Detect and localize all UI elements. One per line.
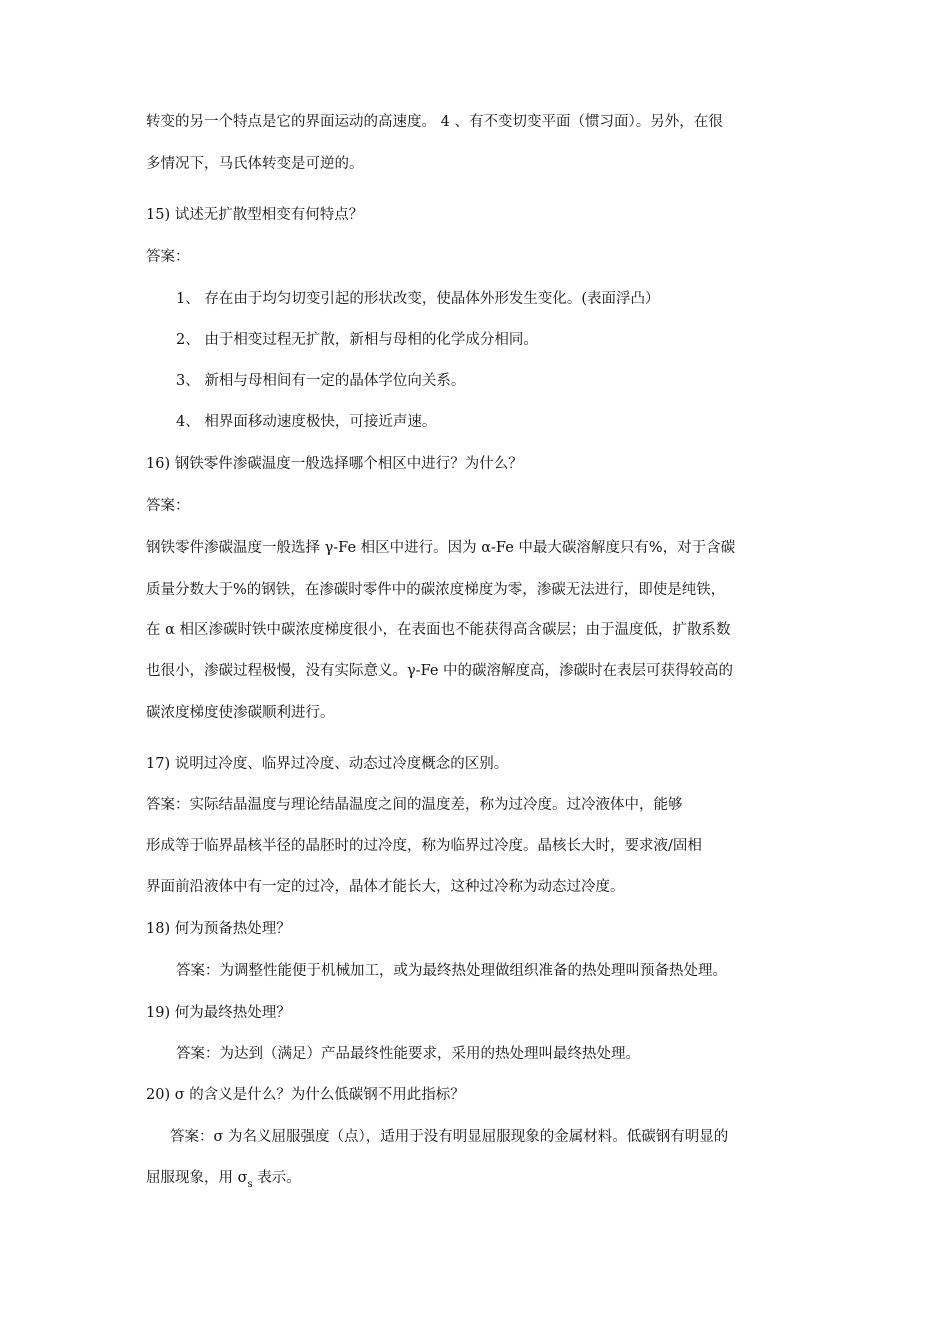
- answer-label: 答案：: [146, 249, 190, 265]
- question-20: 20) σ 的含义是什么？为什么低碳钢不用此指标？: [146, 1087, 465, 1103]
- answer-text: 在 α 相区渗碳时铁中碳浓度梯度很小，在表面也不能获得高含碳层；由于温度低，扩散系数: [146, 622, 731, 638]
- question-17: 17) 说明过冷度、临界过冷度、动态过冷度概念的区别。: [146, 756, 509, 772]
- answer-text: 答案：σ 为名义屈服强度（点），适用于没有明显屈服现象的金属材料。低碳钢有明显的: [170, 1129, 729, 1145]
- question-16: 16) 钢铁零件渗碳温度一般选择哪个相区中进行？为什么？: [146, 456, 523, 472]
- answer-item: 1、 存在由于均匀切变引起的形状改变，使晶体外形发生变化。(表面浮凸）: [176, 291, 660, 307]
- question-19: 19) 何为最终热处理？: [146, 1005, 291, 1021]
- answer-text: 形成等于临界晶核半径的晶胚时的过冷度，称为临界过冷度。晶核长大时，要求液/固相: [146, 838, 702, 854]
- answer-item: 4、 相界面移动速度极快，可接近声速。: [176, 414, 437, 430]
- answer-text: 答案：实际结晶温度与理论结晶温度之间的温度差，称为过冷度。过冷液体中，能够: [146, 797, 683, 813]
- answer-text: 碳浓度梯度使渗碳顺利进行。: [146, 705, 335, 721]
- text-line: 多情况下，马氏体转变是可逆的。: [146, 156, 364, 172]
- answer-text: [146, 1168, 301, 1190]
- answer-item: 2、 由于相变过程无扩散，新相与母相的化学成分相同。: [176, 332, 538, 348]
- answer-text: 钢铁零件渗碳温度一般选择 γ-Fe 相区中进行。因为 α-Fe 中最大碳溶解度只有%，对于含碳: [146, 540, 736, 556]
- answer-text: 答案：为调整性能便于机械加工，或为最终热处理做组织准备的热处理叫预备热处理。: [176, 963, 727, 979]
- text-line: 转变的另一个特点是它的界面运动的高速度。 4 、有不变切变平面（惯习面）。另外，在很: [146, 114, 723, 130]
- answer-text: 质量分数大于%的钢铁，在渗碳时零件中的碳浓度梯度为零，渗碳无法进行，即使是纯铁，: [146, 582, 726, 598]
- answer-text: 界面前沿液体中有一定的过冷，晶体才能长大，这种过冷称为动态过冷度。: [146, 879, 625, 895]
- answer-item: 3、 新相与母相间有一定的晶体学位向关系。: [176, 373, 466, 389]
- answer-text: 也很小，渗碳过程极慢，没有实际意义。γ-Fe 中的碳溶解度高，渗碳时在表层可获得较高的: [146, 663, 734, 679]
- answer-text: 答案：为达到（满足）产品最终性能要求，采用的热处理叫最终热处理。: [176, 1046, 640, 1062]
- question-15: 15) 试述无扩散型相变有何特点？: [146, 207, 364, 223]
- subscript-s: s: [247, 1179, 253, 1190]
- answer-label: 答案：: [146, 498, 190, 514]
- answer-text-part: 表示。: [252, 1170, 301, 1186]
- question-18: 18) 何为预备热处理？: [146, 921, 291, 937]
- answer-text-part: 屈服现象，用 σ: [146, 1170, 248, 1186]
